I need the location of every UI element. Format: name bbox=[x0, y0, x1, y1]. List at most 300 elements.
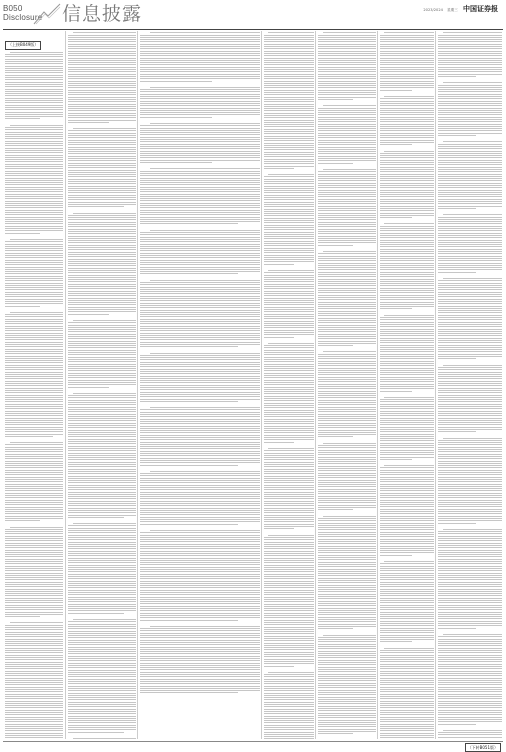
text-line bbox=[318, 566, 376, 567]
text-line bbox=[5, 495, 63, 496]
text-line bbox=[140, 307, 260, 308]
text-line bbox=[380, 44, 434, 45]
text-line bbox=[264, 453, 314, 454]
text-line bbox=[318, 302, 376, 303]
text-line bbox=[140, 187, 260, 188]
text-line bbox=[380, 354, 434, 355]
text-line bbox=[68, 695, 136, 696]
text-line bbox=[318, 585, 376, 586]
text-line bbox=[318, 128, 376, 129]
text-line bbox=[380, 272, 434, 273]
text-line bbox=[438, 639, 502, 640]
text-line bbox=[438, 253, 502, 254]
text-line bbox=[438, 721, 502, 722]
text-line bbox=[318, 97, 376, 98]
text-line bbox=[380, 283, 434, 284]
paragraph-gap bbox=[380, 218, 434, 222]
text-line bbox=[140, 448, 260, 449]
text-line bbox=[380, 399, 434, 400]
text-line bbox=[438, 655, 502, 656]
text-line bbox=[5, 84, 63, 85]
text-line bbox=[68, 135, 136, 136]
text-line bbox=[384, 223, 434, 224]
text-line bbox=[438, 625, 502, 626]
text-line bbox=[140, 412, 260, 413]
text-line bbox=[264, 359, 314, 360]
text-line bbox=[318, 482, 376, 483]
text-line bbox=[5, 173, 63, 174]
text-line bbox=[68, 480, 136, 481]
text-line bbox=[380, 600, 434, 601]
text-line bbox=[380, 479, 434, 480]
text-line bbox=[264, 39, 314, 40]
text-line bbox=[140, 314, 260, 315]
text-line bbox=[438, 130, 502, 131]
text-line bbox=[5, 481, 63, 482]
text-line bbox=[5, 687, 63, 688]
text-line bbox=[5, 634, 63, 635]
text-line bbox=[318, 256, 376, 257]
text-line bbox=[264, 364, 314, 365]
text-line bbox=[68, 528, 136, 529]
text-line bbox=[264, 476, 314, 477]
text-line bbox=[380, 160, 434, 161]
text-line bbox=[140, 373, 260, 374]
text-line bbox=[5, 346, 63, 347]
text-line bbox=[438, 242, 502, 243]
text-line bbox=[264, 202, 314, 203]
text-line bbox=[380, 121, 434, 122]
text-line bbox=[140, 597, 260, 598]
paragraph-gap bbox=[264, 169, 314, 173]
text-line bbox=[323, 516, 376, 517]
text-line bbox=[264, 455, 314, 456]
text-line bbox=[5, 600, 63, 601]
text-line bbox=[380, 401, 434, 402]
text-line bbox=[5, 392, 63, 393]
text-line bbox=[318, 281, 376, 282]
text-line bbox=[5, 152, 63, 153]
text-line bbox=[380, 370, 434, 371]
text-line bbox=[68, 548, 136, 549]
text-line bbox=[264, 396, 314, 397]
text-line bbox=[438, 490, 502, 491]
text-line bbox=[438, 561, 502, 562]
text-line bbox=[264, 720, 314, 721]
text-line bbox=[318, 470, 376, 471]
text-line bbox=[140, 665, 260, 666]
text-line bbox=[318, 192, 376, 193]
text-line bbox=[5, 629, 63, 630]
text-line bbox=[68, 567, 136, 568]
text-line bbox=[438, 623, 502, 624]
text-line bbox=[5, 95, 63, 96]
text-line bbox=[140, 319, 260, 320]
text-line bbox=[264, 539, 314, 540]
text-line bbox=[438, 520, 502, 521]
text-line bbox=[380, 110, 434, 111]
text-line bbox=[318, 130, 376, 131]
text-line bbox=[438, 230, 502, 231]
text-line bbox=[318, 137, 376, 138]
text-line bbox=[68, 653, 136, 654]
text-line bbox=[68, 268, 136, 269]
text-line bbox=[380, 263, 434, 264]
text-line bbox=[318, 621, 376, 622]
text-line bbox=[438, 217, 502, 218]
text-line bbox=[140, 653, 260, 654]
text-line bbox=[264, 416, 314, 417]
text-line bbox=[380, 712, 434, 713]
text-line bbox=[140, 342, 260, 343]
text-line bbox=[318, 414, 376, 415]
text-line bbox=[5, 107, 63, 108]
text-line bbox=[318, 463, 376, 464]
text-line bbox=[438, 500, 502, 501]
text-line bbox=[264, 304, 314, 305]
text-line bbox=[68, 149, 136, 150]
paragraph-gap bbox=[68, 388, 136, 392]
text-line bbox=[140, 571, 260, 572]
text-line bbox=[5, 399, 63, 400]
text-line bbox=[140, 460, 260, 461]
text-line bbox=[380, 602, 434, 603]
paragraph-gap bbox=[68, 123, 136, 127]
text-line bbox=[140, 291, 260, 292]
text-line bbox=[318, 124, 376, 125]
text-line bbox=[318, 452, 376, 453]
text-line bbox=[140, 606, 260, 607]
text-line bbox=[68, 252, 136, 253]
text-line bbox=[380, 208, 434, 209]
text-line bbox=[380, 529, 434, 530]
text-line bbox=[380, 39, 434, 40]
text-line bbox=[150, 626, 260, 627]
paragraph-gap bbox=[140, 224, 260, 228]
text-line bbox=[140, 51, 260, 52]
text-line bbox=[318, 265, 376, 266]
text-line bbox=[438, 636, 502, 637]
text-line bbox=[68, 35, 136, 36]
text-line bbox=[140, 590, 260, 591]
text-line bbox=[438, 98, 502, 99]
text-line bbox=[318, 430, 376, 431]
text-line bbox=[140, 640, 260, 641]
text-line bbox=[68, 667, 136, 668]
text-line bbox=[68, 334, 136, 335]
text-line bbox=[264, 281, 314, 282]
paragraph-gap bbox=[68, 315, 136, 319]
text-line bbox=[5, 582, 63, 583]
text-line bbox=[68, 117, 136, 118]
text-line bbox=[68, 51, 136, 52]
text-line bbox=[5, 166, 63, 167]
text-line bbox=[5, 134, 63, 135]
text-line bbox=[68, 69, 136, 70]
paragraph-gap bbox=[140, 163, 260, 167]
text-line bbox=[318, 174, 376, 175]
text-line bbox=[318, 361, 376, 362]
text-line bbox=[68, 322, 136, 323]
text-line bbox=[140, 630, 260, 631]
text-line bbox=[438, 456, 502, 457]
text-line bbox=[140, 521, 260, 522]
text-line bbox=[438, 44, 502, 45]
text-line bbox=[438, 566, 502, 567]
text-line bbox=[5, 91, 63, 92]
text-line bbox=[438, 46, 502, 47]
text-line bbox=[380, 523, 434, 524]
text-line bbox=[318, 117, 376, 118]
text-line bbox=[68, 478, 136, 479]
text-line bbox=[68, 341, 136, 342]
text-line bbox=[264, 576, 314, 577]
text-line bbox=[438, 162, 502, 163]
text-line bbox=[68, 722, 136, 723]
text-line bbox=[443, 634, 502, 635]
text-line bbox=[438, 67, 502, 68]
text-line bbox=[318, 149, 376, 150]
text-line bbox=[380, 418, 434, 419]
text-line bbox=[140, 255, 260, 256]
text-line bbox=[380, 698, 434, 699]
text-line bbox=[5, 609, 63, 610]
text-line bbox=[264, 482, 314, 483]
text-line bbox=[438, 345, 502, 346]
column-4 bbox=[261, 31, 316, 739]
text-line bbox=[318, 274, 376, 275]
text-line bbox=[438, 144, 502, 145]
text-line bbox=[264, 46, 314, 47]
text-line bbox=[268, 448, 314, 449]
text-line bbox=[380, 655, 434, 656]
text-line bbox=[318, 48, 376, 49]
text-line bbox=[438, 401, 502, 402]
text-line bbox=[68, 515, 136, 516]
text-line bbox=[140, 298, 260, 299]
text-line bbox=[68, 505, 136, 506]
text-line bbox=[264, 679, 314, 680]
text-line bbox=[140, 446, 260, 447]
text-line bbox=[318, 215, 376, 216]
text-line bbox=[140, 672, 260, 673]
text-line bbox=[68, 275, 136, 276]
text-line bbox=[438, 192, 502, 193]
text-line bbox=[318, 729, 376, 730]
text-line bbox=[318, 402, 376, 403]
text-line bbox=[68, 492, 136, 493]
text-line bbox=[438, 310, 502, 311]
text-line bbox=[264, 485, 314, 486]
continued-to-tag: （下转B051版） bbox=[465, 743, 501, 752]
text-line bbox=[140, 203, 260, 204]
text-line bbox=[438, 710, 502, 711]
text-line bbox=[5, 296, 63, 297]
text-line bbox=[264, 186, 314, 187]
text-line bbox=[318, 608, 376, 609]
text-line bbox=[264, 613, 314, 614]
text-line bbox=[323, 443, 376, 444]
text-line bbox=[68, 725, 136, 726]
text-line bbox=[438, 612, 502, 613]
text-line bbox=[318, 580, 376, 581]
text-line bbox=[68, 606, 136, 607]
text-line bbox=[318, 425, 376, 426]
text-line bbox=[438, 701, 502, 702]
text-line bbox=[438, 185, 502, 186]
text-line bbox=[380, 664, 434, 665]
text-line bbox=[438, 641, 502, 642]
text-line bbox=[68, 231, 136, 232]
text-line bbox=[438, 392, 502, 393]
text-line bbox=[5, 502, 63, 503]
text-line bbox=[318, 81, 376, 82]
text-line bbox=[318, 67, 376, 68]
text-line bbox=[438, 454, 502, 455]
text-line bbox=[264, 44, 314, 45]
text-line bbox=[68, 512, 136, 513]
text-line bbox=[264, 487, 314, 488]
text-line bbox=[5, 404, 63, 405]
text-line bbox=[140, 686, 260, 687]
text-line bbox=[68, 455, 136, 456]
text-line bbox=[264, 546, 314, 547]
text-line bbox=[318, 358, 376, 359]
text-line bbox=[380, 178, 434, 179]
text-line bbox=[140, 409, 260, 410]
text-line bbox=[264, 241, 314, 242]
text-line bbox=[264, 640, 314, 641]
text-line bbox=[264, 87, 314, 88]
text-line bbox=[140, 130, 260, 131]
text-line bbox=[5, 662, 63, 663]
text-line bbox=[140, 125, 260, 126]
text-line bbox=[68, 658, 136, 659]
issue-date: 2023/2024 bbox=[423, 8, 443, 12]
text-line bbox=[5, 595, 63, 596]
text-line bbox=[318, 222, 376, 223]
text-line bbox=[264, 652, 314, 653]
text-line bbox=[443, 214, 502, 215]
text-line bbox=[140, 633, 260, 634]
text-line bbox=[5, 668, 63, 669]
text-line bbox=[264, 140, 314, 141]
text-line bbox=[438, 69, 502, 70]
text-line bbox=[68, 485, 136, 486]
page-number: B050 bbox=[3, 4, 42, 13]
text-line bbox=[68, 41, 136, 42]
text-line bbox=[443, 82, 502, 83]
text-line bbox=[318, 724, 376, 725]
text-line bbox=[68, 78, 136, 79]
text-line bbox=[140, 574, 260, 575]
text-line bbox=[438, 573, 502, 574]
text-line bbox=[5, 138, 63, 139]
text-line bbox=[264, 645, 314, 646]
text-line bbox=[264, 414, 314, 415]
text-line bbox=[380, 228, 434, 229]
text-line bbox=[140, 669, 260, 670]
text-line bbox=[68, 261, 136, 262]
text-line bbox=[140, 485, 260, 486]
text-line bbox=[380, 457, 434, 458]
text-line bbox=[264, 437, 314, 438]
text-line bbox=[5, 554, 63, 555]
text-line bbox=[68, 683, 136, 684]
text-line bbox=[140, 67, 260, 68]
text-line bbox=[323, 635, 376, 636]
text-line bbox=[5, 449, 63, 450]
text-line bbox=[380, 467, 434, 468]
text-line bbox=[264, 332, 314, 333]
text-line bbox=[380, 429, 434, 430]
text-line bbox=[140, 364, 260, 365]
text-line bbox=[264, 410, 314, 411]
text-line bbox=[5, 164, 63, 165]
text-line bbox=[318, 562, 376, 563]
text-line bbox=[264, 681, 314, 682]
text-line bbox=[268, 343, 314, 344]
text-line bbox=[140, 387, 260, 388]
text-line bbox=[150, 168, 260, 169]
text-line bbox=[5, 226, 63, 227]
text-line bbox=[140, 647, 260, 648]
text-line bbox=[438, 338, 502, 339]
text-line bbox=[264, 571, 314, 572]
column-text bbox=[436, 32, 504, 739]
text-line bbox=[140, 60, 260, 61]
text-line bbox=[438, 301, 502, 302]
text-line bbox=[68, 432, 136, 433]
paragraph-gap bbox=[5, 521, 63, 525]
text-line bbox=[5, 427, 63, 428]
text-line bbox=[140, 326, 260, 327]
text-line bbox=[5, 376, 63, 377]
text-line bbox=[140, 310, 260, 311]
text-line bbox=[264, 711, 314, 712]
text-line bbox=[438, 265, 502, 266]
text-line bbox=[318, 657, 376, 658]
text-line bbox=[318, 552, 376, 553]
text-line bbox=[264, 693, 314, 694]
text-line bbox=[318, 226, 376, 227]
text-line bbox=[5, 201, 63, 202]
text-line bbox=[380, 167, 434, 168]
text-line bbox=[318, 295, 376, 296]
paragraph-gap bbox=[140, 525, 260, 529]
text-line bbox=[68, 361, 136, 362]
text-line bbox=[5, 323, 63, 324]
text-line bbox=[318, 354, 376, 355]
text-line bbox=[140, 260, 260, 261]
text-line bbox=[140, 537, 260, 538]
text-line bbox=[380, 244, 434, 245]
text-line bbox=[380, 41, 434, 42]
text-line bbox=[380, 55, 434, 56]
text-line bbox=[5, 257, 63, 258]
text-line bbox=[264, 60, 314, 61]
text-line bbox=[264, 232, 314, 233]
text-line bbox=[68, 110, 136, 111]
text-line bbox=[438, 246, 502, 247]
text-line bbox=[318, 267, 376, 268]
text-line bbox=[438, 340, 502, 341]
text-line bbox=[318, 557, 376, 558]
text-line bbox=[318, 372, 376, 373]
text-line bbox=[140, 35, 260, 36]
text-line bbox=[140, 544, 260, 545]
paragraph-gap bbox=[68, 207, 136, 211]
